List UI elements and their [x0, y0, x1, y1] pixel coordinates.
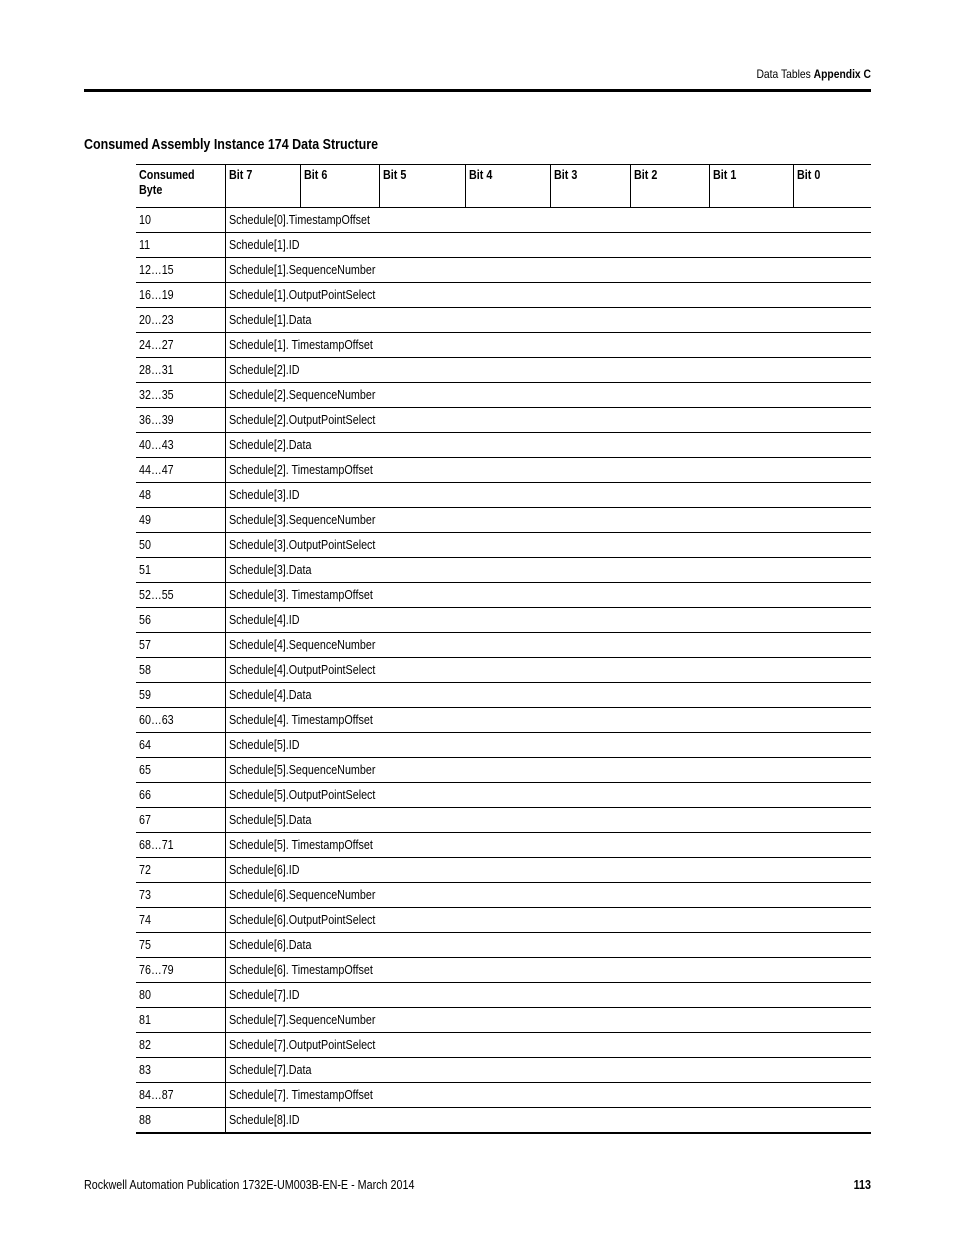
consumed-byte-cell: 81: [136, 1008, 225, 1033]
field-name-cell: Schedule[1]. TimestampOffset: [225, 333, 871, 358]
table-row: [136, 633, 871, 658]
field-name-cell: Schedule[4].ID: [225, 608, 871, 633]
table-row: [136, 933, 871, 958]
consumed-byte-cell: 36…39: [136, 408, 225, 433]
table-row: [136, 1108, 871, 1134]
column-header-bit-6: Bit 6: [300, 165, 379, 208]
table-row: [136, 408, 871, 433]
consumed-byte-cell: 65: [136, 758, 225, 783]
header-appendix-label: Appendix C: [813, 67, 871, 81]
column-header-bit-0: Bit 0: [793, 165, 871, 208]
table-row: [136, 433, 871, 458]
consumed-byte-cell: 52…55: [136, 583, 225, 608]
field-name-cell: Schedule[5].Data: [225, 808, 871, 833]
consumed-byte-cell: 32…35: [136, 383, 225, 408]
table-row: [136, 1008, 871, 1033]
consumed-byte-cell: 57: [136, 633, 225, 658]
field-name-cell: Schedule[3].ID: [225, 483, 871, 508]
table-row: [136, 308, 871, 333]
consumed-byte-cell: 73: [136, 883, 225, 908]
table-row: [136, 1058, 871, 1083]
table-row: [136, 358, 871, 383]
field-name-cell: Schedule[6].ID: [225, 858, 871, 883]
consumed-byte-cell: 11: [136, 233, 225, 258]
table-row: [136, 1033, 871, 1058]
field-name-cell: Schedule[5].SequenceNumber: [225, 758, 871, 783]
table-row: [136, 783, 871, 808]
consumed-byte-cell: 51: [136, 558, 225, 583]
field-name-cell: Schedule[4].SequenceNumber: [225, 633, 871, 658]
table-row: [136, 758, 871, 783]
header-rule: [84, 89, 871, 92]
table-row: [136, 1083, 871, 1108]
table-row: [136, 858, 871, 883]
field-name-cell: Schedule[7].ID: [225, 983, 871, 1008]
consumed-byte-cell: 59: [136, 683, 225, 708]
field-name-cell: Schedule[3].Data: [225, 558, 871, 583]
consumed-byte-cell: 66: [136, 783, 225, 808]
table-row: [136, 658, 871, 683]
consumed-byte-cell: 68…71: [136, 833, 225, 858]
table-row: [136, 683, 871, 708]
table-row: [136, 283, 871, 308]
column-header-consumed-byte: Consumed Byte: [136, 165, 225, 208]
footer-publication: Rockwell Automation Publication 1732E-UM003B-EN-E - March 2014: [84, 1178, 415, 1192]
field-name-cell: Schedule[6].OutputPointSelect: [225, 908, 871, 933]
field-name-cell: Schedule[7].OutputPointSelect: [225, 1033, 871, 1058]
consumed-byte-cell: 10: [136, 208, 225, 233]
table-body: [136, 208, 871, 1134]
consumed-byte-cell: 60…63: [136, 708, 225, 733]
page-number: 113: [853, 1178, 871, 1192]
table-row: [136, 333, 871, 358]
consumed-byte-cell: 83: [136, 1058, 225, 1083]
field-name-cell: Schedule[6]. TimestampOffset: [225, 958, 871, 983]
consumed-byte-cell: 44…47: [136, 458, 225, 483]
consumed-byte-cell: 74: [136, 908, 225, 933]
field-name-cell: Schedule[5]. TimestampOffset: [225, 833, 871, 858]
field-name-cell: Schedule[2].Data: [225, 433, 871, 458]
table-row: [136, 883, 871, 908]
table-row: [136, 708, 871, 733]
consumed-byte-cell: 84…87: [136, 1083, 225, 1108]
consumed-byte-cell: 75: [136, 933, 225, 958]
table-row: [136, 208, 871, 233]
table-row: [136, 233, 871, 258]
table-row: [136, 833, 871, 858]
table-row: [136, 458, 871, 483]
field-name-cell: Schedule[5].OutputPointSelect: [225, 783, 871, 808]
consumed-byte-cell: 58: [136, 658, 225, 683]
consumed-byte-cell: 72: [136, 858, 225, 883]
header-section-label: Data Tables: [756, 67, 811, 81]
column-header-bit-5: Bit 5: [379, 165, 465, 208]
table-row: [136, 608, 871, 633]
consumed-byte-cell: 12…15: [136, 258, 225, 283]
table-header-row: [136, 165, 871, 208]
table-row: [136, 558, 871, 583]
field-name-cell: Schedule[1].ID: [225, 233, 871, 258]
consumed-byte-cell: 16…19: [136, 283, 225, 308]
table-row: [136, 533, 871, 558]
running-header: [122, 66, 871, 82]
table-row: [136, 483, 871, 508]
field-name-cell: Schedule[7]. TimestampOffset: [225, 1083, 871, 1108]
consumed-byte-cell: 28…31: [136, 358, 225, 383]
field-name-cell: Schedule[5].ID: [225, 733, 871, 758]
table-row: [136, 958, 871, 983]
consumed-byte-cell: 40…43: [136, 433, 225, 458]
table-row: [136, 733, 871, 758]
section-title: Consumed Assembly Instance 174 Data Structure: [84, 137, 379, 153]
column-header-bit-2: Bit 2: [630, 165, 709, 208]
column-header-bit-7: Bit 7: [225, 165, 300, 208]
consumed-byte-cell: 76…79: [136, 958, 225, 983]
data-structure-table: [136, 164, 871, 1134]
table-row: [136, 383, 871, 408]
table-row: [136, 983, 871, 1008]
consumed-byte-cell: 56: [136, 608, 225, 633]
column-header-bit-1: Bit 1: [709, 165, 793, 208]
field-name-cell: Schedule[4].Data: [225, 683, 871, 708]
field-name-cell: Schedule[3].SequenceNumber: [225, 508, 871, 533]
consumed-byte-cell: 80: [136, 983, 225, 1008]
field-name-cell: Schedule[1].SequenceNumber: [225, 258, 871, 283]
table-row: [136, 508, 871, 533]
table-row: [136, 808, 871, 833]
consumed-byte-cell: 82: [136, 1033, 225, 1058]
field-name-cell: Schedule[1].Data: [225, 308, 871, 333]
field-name-cell: Schedule[8].ID: [225, 1108, 871, 1134]
field-name-cell: Schedule[2].SequenceNumber: [225, 383, 871, 408]
column-header-bit-4: Bit 4: [465, 165, 550, 208]
field-name-cell: Schedule[0].TimestampOffset: [225, 208, 871, 233]
field-name-cell: Schedule[1].OutputPointSelect: [225, 283, 871, 308]
table-row: [136, 258, 871, 283]
consumed-byte-cell: 67: [136, 808, 225, 833]
field-name-cell: Schedule[7].Data: [225, 1058, 871, 1083]
field-name-cell: Schedule[2].ID: [225, 358, 871, 383]
consumed-byte-cell: 49: [136, 508, 225, 533]
field-name-cell: Schedule[4].OutputPointSelect: [225, 658, 871, 683]
consumed-byte-cell: 88: [136, 1108, 225, 1134]
consumed-byte-cell: 48: [136, 483, 225, 508]
field-name-cell: Schedule[6].SequenceNumber: [225, 883, 871, 908]
consumed-byte-cell: 24…27: [136, 333, 225, 358]
field-name-cell: Schedule[6].Data: [225, 933, 871, 958]
field-name-cell: Schedule[3]. TimestampOffset: [225, 583, 871, 608]
table-row: [136, 583, 871, 608]
consumed-byte-cell: 50: [136, 533, 225, 558]
field-name-cell: Schedule[3].OutputPointSelect: [225, 533, 871, 558]
field-name-cell: Schedule[7].SequenceNumber: [225, 1008, 871, 1033]
column-header-bit-3: Bit 3: [550, 165, 630, 208]
field-name-cell: Schedule[2].OutputPointSelect: [225, 408, 871, 433]
field-name-cell: Schedule[2]. TimestampOffset: [225, 458, 871, 483]
field-name-cell: Schedule[4]. TimestampOffset: [225, 708, 871, 733]
table-row: [136, 908, 871, 933]
consumed-byte-cell: 20…23: [136, 308, 225, 333]
consumed-byte-cell: 64: [136, 733, 225, 758]
